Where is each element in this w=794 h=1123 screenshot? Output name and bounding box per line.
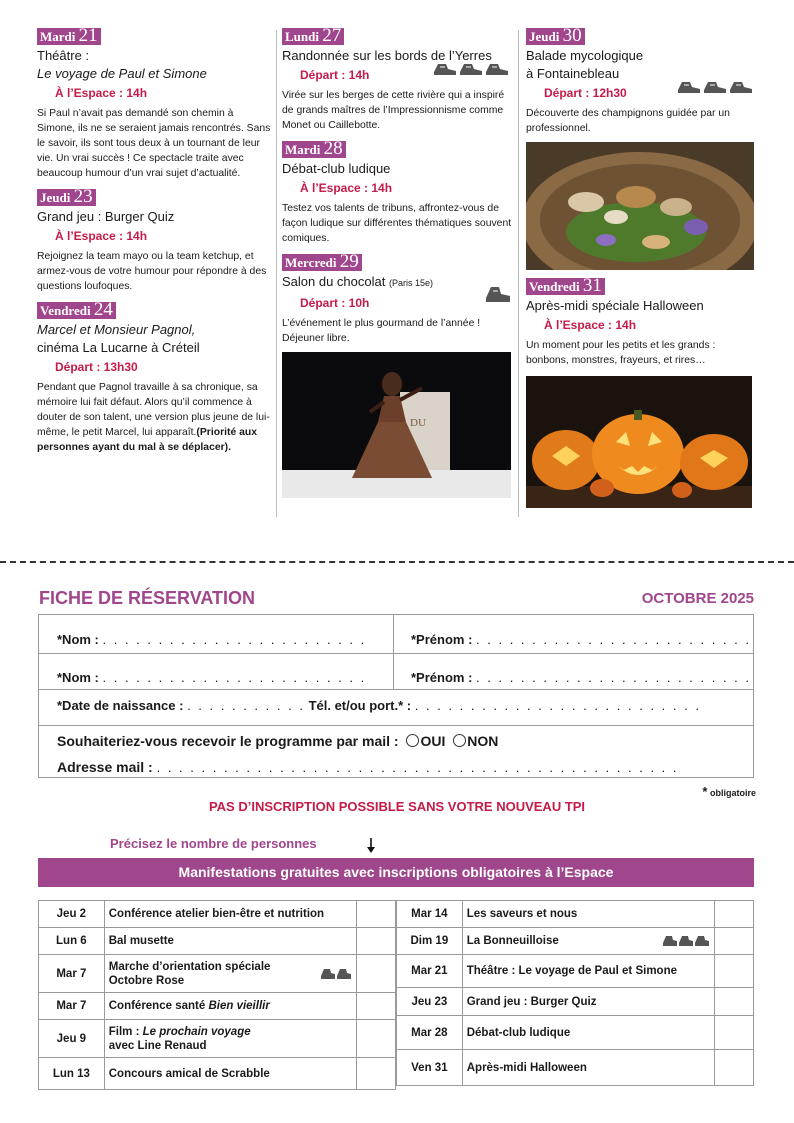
date-header: Vendredi 24	[37, 302, 116, 319]
row-title: Bal musette	[104, 928, 356, 955]
mandatory-note: * obligatoire	[702, 784, 756, 799]
newsletter-question: Souhaiteriez-vous recevoir le programme par mail : OUI NON	[57, 733, 499, 749]
row-title: Film : Le prochain voyage avec Line Renaud	[104, 1020, 356, 1058]
event-description: Testez vos talents de tribuns, affrontez-vous de façon ludique sur différentes thématiques souvent comiques.	[282, 203, 512, 244]
event-description: Découverte des champignons guidée par un professionnel.	[526, 108, 730, 134]
halloween-pumpkins-photo	[526, 376, 752, 508]
row-title: Conférence atelier bien-être et nutrition	[104, 901, 356, 928]
date-header: Vendredi 31	[526, 278, 605, 295]
people-count-cell[interactable]	[714, 1016, 753, 1050]
date-header: Mardi 21	[37, 28, 101, 45]
row-date: Mar 7	[39, 993, 105, 1020]
row-date: Jeu 2	[39, 901, 105, 928]
event-description: Pendant que Pagnol travaille à sa chronique, sa mémoire lui fait défaut. Alors qu’il commence à douter de son talent, une version plus jeune de lui-même, le petit Marcel, lui apparaît.(Priorité aux personnes ayant du mal à se déplacer).	[37, 382, 270, 453]
registration-warning: PAS D’INSCRIPTION POSSIBLE SANS VOTRE NOUVEAU TPI	[208, 799, 586, 814]
table-row	[397, 928, 754, 955]
mushroom-basket-photo	[526, 142, 754, 270]
people-count-cell[interactable]	[356, 901, 395, 928]
event-subtitle: Le voyage de Paul et Simone	[37, 66, 207, 81]
column-divider	[276, 30, 277, 517]
row-title: Marche d’orientation spéciale Octobre Rose	[104, 955, 356, 993]
event-mardi-28	[282, 138, 512, 246]
event-location: Départ : 13h30	[55, 360, 138, 374]
form-divider	[39, 653, 753, 654]
event-location: À l’Espace : 14h	[55, 229, 148, 243]
event-title: Grand jeu : Burger Quiz	[37, 209, 175, 224]
nom-field-2[interactable]: *Nom : . . . . . . . . . . . . . . . . . . . . . . . .	[57, 670, 367, 685]
form-month: OCTOBRE 2025	[641, 590, 754, 607]
event-location: À l’Espace : 14h	[55, 86, 148, 100]
precisez-label: Précisez le nombre de personnes	[110, 836, 317, 851]
column-divider	[518, 30, 519, 517]
row-date: Lun 6	[39, 928, 105, 955]
table-row	[397, 901, 754, 928]
hiking-shoes-icon	[320, 966, 352, 982]
event-jeudi-30	[526, 25, 756, 136]
table-row	[397, 1050, 754, 1086]
row-date: Dim 19	[397, 928, 463, 955]
column-3	[526, 25, 756, 508]
people-count-cell[interactable]	[356, 1020, 395, 1058]
row-date: Ven 31	[397, 1050, 463, 1086]
table-row	[397, 1016, 754, 1050]
event-description: Rejoignez la team mayo ou la team ketchup, et armez-vous de votre humour pour répondre à des questions loufoques.	[37, 251, 267, 292]
event-subtitle: cinéma La Lucarne à Créteil	[37, 340, 200, 355]
row-title: Après-midi Halloween	[462, 1050, 714, 1086]
table-row	[39, 1020, 396, 1058]
people-count-cell[interactable]	[714, 988, 753, 1016]
column-2	[282, 25, 512, 498]
event-title: Salon du chocolat (Paris 15e)	[282, 274, 433, 289]
people-count-cell[interactable]	[356, 1058, 395, 1090]
table-row	[39, 1058, 396, 1090]
form-heading: FICHE DE RÉSERVATION	[39, 588, 256, 608]
event-title: Randonnée sur les bords de l’Yerres	[282, 48, 492, 63]
prenom-field-1[interactable]: *Prénom : . . . . . . . . . . . . . . . . . . . . . . . . .	[411, 632, 752, 647]
chocolate-fashion-photo	[282, 352, 511, 498]
events-table-right	[396, 900, 754, 1086]
birthdate-field[interactable]: *Date de naissance : . . . . . . . . . . . Tél. et/ou port.* : . . . . . . . . . . . . . . . . . . . . . . . . . .	[57, 698, 701, 713]
event-title: Théâtre :	[37, 48, 90, 63]
oui-radio[interactable]	[406, 734, 419, 747]
row-title: Conférence santé Bien vieillir	[104, 993, 356, 1020]
hiking-shoes-icon	[432, 60, 512, 78]
event-lundi-27	[282, 25, 512, 133]
row-date: Jeu 23	[397, 988, 463, 1016]
row-title: Concours amical de Scrabble	[104, 1058, 356, 1090]
form-divider	[39, 689, 753, 690]
date-header: Jeudi 30	[526, 28, 585, 45]
row-title: Théâtre : Le voyage de Paul et Simone	[462, 955, 714, 988]
date-header: Jeudi 23	[37, 189, 96, 206]
people-count-cell[interactable]	[714, 928, 753, 955]
event-description: Un moment pour les petits et les grands : bonbons, monstres, frayeurs, et rires…	[526, 340, 716, 366]
arrow-down-icon	[366, 836, 376, 854]
table-row	[39, 928, 396, 955]
event-mercredi-29	[282, 251, 512, 346]
event-title: Marcel et Monsieur Pagnol,	[37, 322, 196, 337]
event-subtitle: à Fontainebleau	[526, 66, 620, 81]
table-row	[39, 901, 396, 928]
row-title: Débat-club ludique	[462, 1016, 714, 1050]
table-row	[39, 993, 396, 1020]
hiking-shoes-icon	[662, 933, 710, 949]
row-date: Mar 28	[397, 1016, 463, 1050]
event-location: Départ : 10h	[300, 294, 512, 312]
table-row	[397, 955, 754, 988]
row-title: Les saveurs et nous	[462, 901, 714, 928]
email-field[interactable]: Adresse mail : . . . . . . . . . . . . . . . . . . . . . . . . . . . . . . . . . . . . . . . . . . . . . . .	[57, 759, 679, 775]
date-header: Mardi 28	[282, 141, 346, 158]
event-description: Si Paul n’avait pas demandé son chemin à Simone, ils ne se seraient jamais rencontrés. Sans le savoir, ils sont tous deux à un tournant de leur vie. Un vrai succès ! Ce spectacle traite avec beaucoup humour d’un vrai sujet d’actualité.	[37, 108, 271, 179]
hiking-shoes-icon	[676, 78, 756, 96]
events-table-left	[38, 900, 396, 1090]
event-location: Départ : 14h	[300, 66, 512, 84]
row-title: Grand jeu : Burger Quiz	[462, 988, 714, 1016]
row-date: Lun 13	[39, 1058, 105, 1090]
event-description: Virée sur les berges de cette rivière qui a inspiré de grands maîtres de l’Impressionnisme comme Monet ou Caillebotte.	[282, 90, 505, 131]
row-date: Mar 14	[397, 901, 463, 928]
event-title: Balade mycologique	[526, 48, 644, 63]
nom-field-1[interactable]: *Nom : . . . . . . . . . . . . . . . . . . . . . . . .	[57, 632, 367, 647]
table-row	[397, 988, 754, 1016]
row-date: Jeu 9	[39, 1020, 105, 1058]
event-title: Débat-club ludique	[282, 161, 391, 176]
event-title: Après-midi spéciale Halloween	[526, 298, 704, 313]
event-vendredi-24	[37, 299, 271, 455]
event-mardi-21	[37, 25, 271, 181]
people-count-cell[interactable]	[714, 955, 753, 988]
form-divider	[39, 725, 753, 726]
cut-line	[0, 561, 794, 563]
column-1	[37, 25, 271, 461]
event-location: À l’Espace : 14h	[300, 181, 393, 195]
event-jeudi-23	[37, 186, 271, 294]
row-date: Mar 21	[397, 955, 463, 988]
phone-field-label[interactable]: Tél. et/ou port.* :	[308, 698, 412, 713]
free-events-banner: Manifestations gratuites avec inscriptions obligatoires à l’Espace	[38, 858, 754, 887]
people-count-cell[interactable]	[356, 955, 395, 993]
svg-text:DU: DU	[410, 417, 426, 429]
table-row	[39, 955, 396, 993]
event-location: Départ : 12h30	[544, 84, 756, 102]
non-radio[interactable]	[453, 734, 466, 747]
prenom-field-2[interactable]: *Prénom : . . . . . . . . . . . . . . . . . . . . . . . . .	[411, 670, 752, 685]
date-header: Mercredi 29	[282, 254, 362, 271]
people-count-cell[interactable]	[714, 1050, 753, 1086]
hiking-shoe-icon	[484, 284, 512, 306]
event-location: À l’Espace : 14h	[544, 318, 637, 332]
row-date: Mar 7	[39, 955, 105, 993]
row-title: La Bonneuilloise	[462, 928, 714, 955]
people-count-cell[interactable]	[356, 928, 395, 955]
form-divider	[393, 615, 394, 689]
people-count-cell[interactable]	[356, 993, 395, 1020]
event-vendredi-31	[526, 275, 756, 368]
people-count-cell[interactable]	[714, 901, 753, 928]
reservation-form	[38, 614, 754, 778]
date-header: Lundi 27	[282, 28, 344, 45]
event-description: L’événement le plus gourmand de l’année ! Déjeuner libre.	[282, 318, 481, 344]
